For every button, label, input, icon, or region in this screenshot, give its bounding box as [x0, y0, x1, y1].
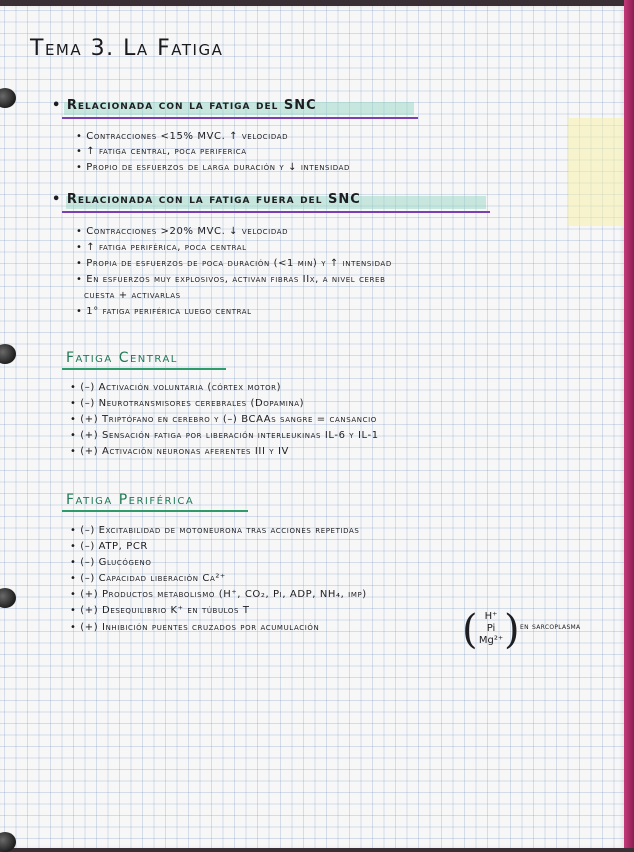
binder-ring-icon: [0, 588, 16, 608]
section-heading-snc: • Relacionada con la fatiga del SNC: [52, 98, 317, 113]
list-item: • ↑ fatiga periférica, poca central: [76, 242, 247, 253]
section-heading-fuera: • Relacionada con la fatiga fuera del SNC: [52, 192, 361, 207]
section-heading-central: Fatiga Central: [66, 350, 178, 366]
list-item: • (+) Productos metabolismo (H⁺, CO₂, Pi, ADP, NH₄, imp): [70, 589, 367, 600]
list-item: • (–) Capacidad liberación Ca²⁺: [70, 573, 226, 584]
list-item: • (–) Glucógeno: [70, 557, 152, 568]
list-item: • (–) ATP, PCR: [70, 541, 148, 552]
page-title: Tema 3. La Fatiga: [30, 36, 224, 61]
binder-ring-icon: [0, 344, 16, 364]
formula-ion: H⁺: [484, 611, 498, 622]
section-heading-periferica: Fatiga Periférica: [66, 492, 195, 508]
close-paren: ): [504, 607, 520, 653]
binder-ring-icon: [0, 832, 16, 852]
list-item: • (–) Activación voluntaria (córtex motor): [70, 382, 282, 393]
list-item: cuesta + activarlas: [84, 290, 181, 301]
list-item: • Contracciones >20% MVC. ↓ velocidad: [76, 226, 289, 237]
open-paren: (: [462, 607, 478, 653]
notebook-page: [0, 6, 624, 848]
list-item: • (+) Activación neuronas aferentes III y IV: [70, 446, 289, 457]
list-item: • Propio de esfuerzos de larga duración y ↓ intensidad: [76, 162, 351, 173]
underline: [62, 117, 418, 119]
list-item: • Contracciones <15% MVC. ↑ velocidad: [76, 131, 289, 142]
underline: [62, 368, 226, 370]
list-item: • En esfuerzos muy explosivos, activan fibras IIx, a nivel cereb: [76, 274, 386, 285]
page-edge: [624, 0, 634, 848]
list-item: • Propia de esfuerzos de poca duración (<1 min) y ↑ intensidad: [76, 258, 392, 269]
formula-suffix: en sarcoplasma: [520, 622, 581, 632]
sticky-note: [568, 118, 628, 226]
underline: [62, 211, 490, 213]
list-item: • (–) Excitabilidad de motoneurona tras acciones repetidas: [70, 525, 360, 536]
underline: [62, 510, 248, 512]
list-item: • 1° fatiga periférica luego central: [76, 306, 252, 317]
list-item: • (+) Inhibición puentes cruzados por acumulación: [70, 622, 320, 633]
formula-ion: Mg²⁺: [478, 635, 504, 646]
list-item: • (–) Neurotransmisores cerebrales (Dopamina): [70, 398, 305, 409]
list-item: • (+) Sensación fatiga por liberación interleukinas IL-6 y IL-1: [70, 430, 379, 441]
formula-ion: Pi: [486, 623, 496, 634]
list-item: • (+) Desequilibrio K⁺ en túbulos T: [70, 605, 250, 616]
list-item: • (+) Triptófano en cerebro y (–) BCAAs sangre = cansancio: [70, 414, 377, 425]
list-item: • ↑ fatiga central, poca periferica: [76, 146, 247, 157]
binder-ring-icon: [0, 88, 16, 108]
